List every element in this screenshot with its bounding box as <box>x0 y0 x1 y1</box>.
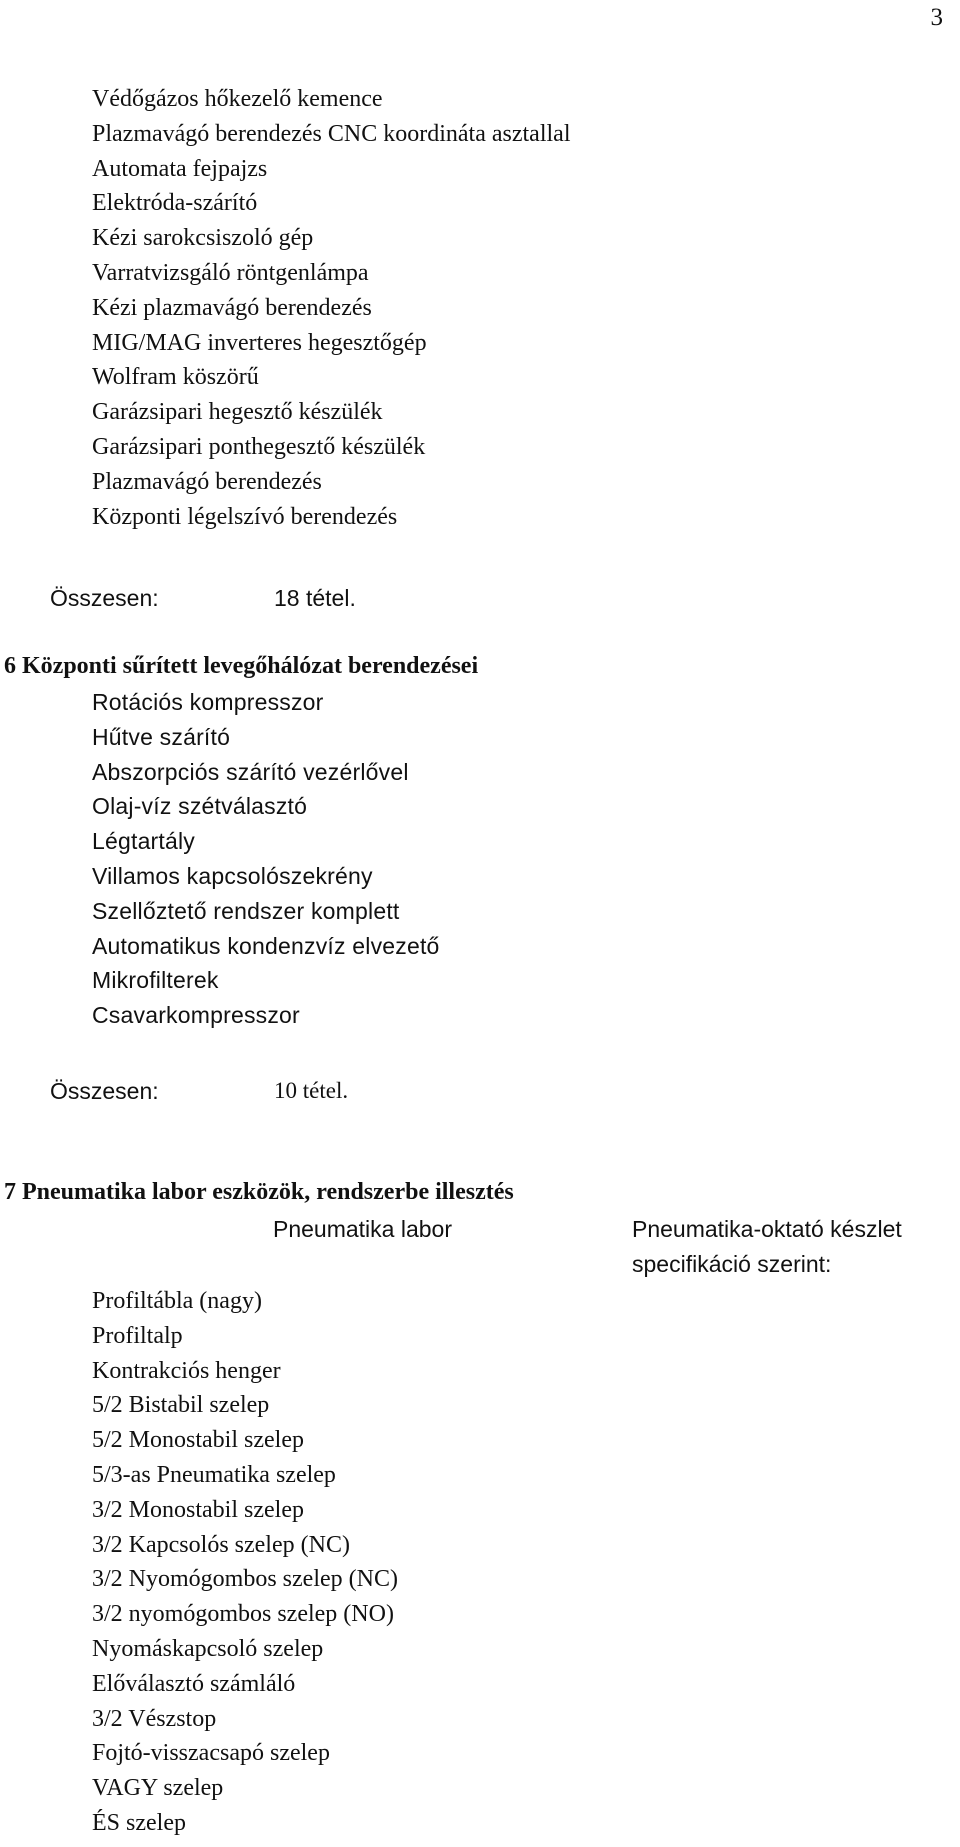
list-item: Profiltábla (nagy) <box>92 1288 262 1314</box>
list-item: Garázsipari hegesztő készülék <box>92 399 383 426</box>
list-item: VAGY szelep <box>92 1775 224 1802</box>
column-header-pneumatika-labor: Pneumatika labor <box>273 1216 452 1242</box>
section6-heading: 6 Központi sűrített levegőhálózat berendezései <box>4 653 479 679</box>
equipment-list-section5 <box>92 82 571 534</box>
list-item: Védőgázos hőkezelő kemence <box>92 86 383 112</box>
list-item: Kézi plazmavágó berendezés <box>92 294 372 321</box>
list-item: MIG/MAG inverteres hegesztőgép <box>92 329 427 356</box>
equipment-list-section6 <box>92 685 440 1033</box>
list-item: Előválasztó számláló <box>92 1670 296 1697</box>
list-item: Wolfram köszörű <box>92 364 259 391</box>
list-item: Olaj-víz szétválasztó <box>92 793 308 820</box>
list-item: Légtartály <box>92 828 196 855</box>
section6-summary <box>50 1075 349 1107</box>
list-item: Hűtve szárító <box>92 723 231 750</box>
column-header-specifikacio: specifikáció szerint: <box>632 1251 832 1277</box>
list-item: Rotációs kompresszor <box>92 689 324 715</box>
list-item: Varratvizsgáló röntgenlámpa <box>92 259 369 286</box>
summary-count: 10 tétel. <box>274 1078 349 1103</box>
list-item: Kézi sarokcsiszoló gép <box>92 225 314 252</box>
list-item: 3/2 Vészstop <box>92 1705 217 1732</box>
list-item: Plazmavágó berendezés CNC koordináta asztallal <box>92 120 571 147</box>
section7-heading: 7 Pneumatika labor eszközök, rendszerbe illesztés <box>4 1179 514 1205</box>
list-item: 3/2 Nyomógombos szelep (NC) <box>92 1566 398 1593</box>
section5-summary <box>50 582 356 614</box>
summary-label: Összesen: <box>50 585 159 611</box>
list-item: 3/2 Monostabil szelep <box>92 1496 304 1523</box>
list-item: Abszorpciós szárító vezérlővel <box>92 758 409 785</box>
list-item: 5/2 Bistabil szelep <box>92 1392 270 1419</box>
summary-label: Összesen: <box>50 1078 159 1104</box>
list-item: Profiltalp <box>92 1322 183 1349</box>
list-item: Kontrakciós henger <box>92 1357 281 1384</box>
list-item: Központi légelszívó berendezés <box>92 503 398 530</box>
list-item: Automata fejpajzs <box>92 155 268 182</box>
list-item: Elektróda-szárító <box>92 190 258 217</box>
list-item: 5/2 Monostabil szelep <box>92 1427 304 1454</box>
list-item: Nyomáskapcsoló szelep <box>92 1635 324 1662</box>
list-item: Mikrofilterek <box>92 967 219 994</box>
list-item: 5/3-as Pneumatika szelep <box>92 1461 336 1488</box>
page-number: 3 <box>930 4 943 31</box>
column-header-oktato-keszlet: Pneumatika-oktató készlet <box>632 1216 902 1242</box>
list-item: Garázsipari ponthegesztő készülék <box>92 433 426 460</box>
list-item: Villamos kapcsolószekrény <box>92 862 373 889</box>
list-item: Automatikus kondenzvíz elvezető <box>92 932 440 959</box>
list-item: Fojtó-visszacsapó szelep <box>92 1740 330 1767</box>
list-item: Szellőztető rendszer komplett <box>92 897 400 924</box>
list-item: 3/2 Kapcsolós szelep (NC) <box>92 1531 350 1558</box>
list-item: Csavarkompresszor <box>92 1002 300 1029</box>
list-item: ÉS szelep <box>92 1809 186 1836</box>
list-item: 3/2 nyomógombos szelep (NO) <box>92 1601 394 1628</box>
summary-count: 18 tétel. <box>274 585 356 611</box>
equipment-list-section7 <box>92 1284 398 1841</box>
list-item: Plazmavágó berendezés <box>92 468 322 495</box>
